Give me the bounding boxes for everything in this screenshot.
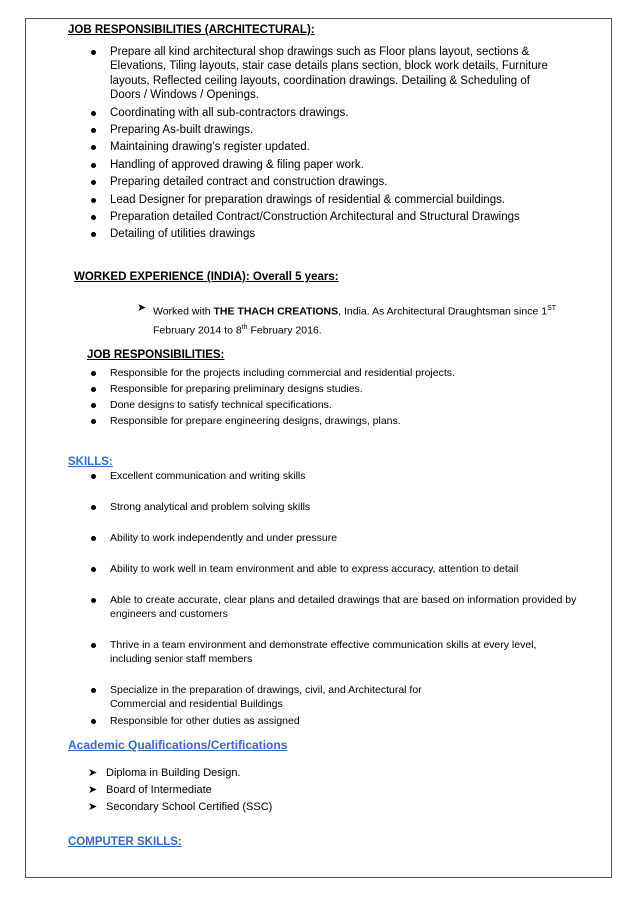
academic-item <box>88 800 488 814</box>
company-name: THE THACH CREATIONS <box>213 305 339 318</box>
list-item: Responsible for the projects including commercial and residential projects. <box>88 366 568 380</box>
worked-experience-heading: WORKED EXPERIENCE (INDIA): Overall 5 years: <box>74 271 339 283</box>
entry-text: , India. As Architectural Draughtsman since 1 <box>338 305 548 318</box>
skills-list <box>88 469 578 728</box>
list-item: Responsible for preparing preliminary designs studies. <box>88 382 568 396</box>
arrow-bullet-icon: ➤ <box>137 302 147 314</box>
list-item: Ability to work well in team environment and able to express accuracy, attention to detail <box>88 562 578 576</box>
arrow-bullet-icon: ➤ <box>88 767 98 779</box>
academic-item-label: Secondary School Certified (SSC) <box>106 801 273 813</box>
job-resp-arch-heading: JOB RESPONSIBILITIES (ARCHITECTURAL): <box>68 24 315 36</box>
academic-item <box>88 783 488 797</box>
list-item: Responsible for other duties as assigned <box>88 714 578 728</box>
academic-item-label: Diploma in Building Design. <box>106 767 241 779</box>
list-item: Lead Designer for preparation drawings of residential & commercial buildings. <box>88 193 558 207</box>
entry-prefix: Worked with <box>153 305 214 318</box>
list-item: Preparing As-built drawings. <box>88 123 558 137</box>
academic-item <box>88 766 488 780</box>
arrow-bullet-icon: ➤ <box>88 784 98 796</box>
computer-skills-heading: COMPUTER SKILLS: <box>68 836 182 848</box>
list-item: Done designs to satisfy technical specifications. <box>88 398 568 412</box>
entry-dates-end: February 2016. <box>247 324 322 336</box>
experience-entry <box>137 301 577 338</box>
job-resp-arch-list <box>88 45 558 242</box>
superscript: th <box>241 323 248 331</box>
skills-heading: SKILLS: <box>68 456 113 468</box>
list-item: Strong analytical and problem solving skills <box>88 500 578 514</box>
academic-item-label: Board of Intermediate <box>106 784 212 796</box>
superscript: ST <box>547 305 557 312</box>
list-item: Preparation detailed Contract/Construction Architectural and Structural Drawings <box>88 210 558 224</box>
list-item: Thrive in a team environment and demonstrate effective communication skills at every level, including senior staff members <box>88 638 578 666</box>
job-resp-list <box>88 366 568 428</box>
entry-dates: February 2014 to 8 <box>153 324 242 336</box>
academic-heading: Academic Qualifications/Certifications <box>68 738 288 752</box>
list-item: Coordinating with all sub-contractors drawings. <box>88 106 558 120</box>
list-item: Excellent communication and writing skills <box>88 469 578 483</box>
list-item: Able to create accurate, clear plans and detailed drawings that are based on information provided by engineers and customers <box>88 593 578 621</box>
list-item: Responsible for prepare engineering designs, drawings, plans. <box>88 414 568 428</box>
list-item: Handling of approved drawing & filing paper work. <box>88 158 558 172</box>
job-resp-heading: JOB RESPONSIBILITIES: <box>87 349 225 361</box>
arrow-bullet-icon: ➤ <box>88 801 98 813</box>
list-item: Specialize in the preparation of drawings, civil, and Architectural for Commercial and residential Buildings <box>88 683 465 711</box>
list-item: Ability to work independently and under pressure <box>88 531 578 545</box>
list-item: Detailing of utilities drawings <box>88 227 558 241</box>
list-item: Preparing detailed contract and construction drawings. <box>88 175 558 189</box>
list-item: Prepare all kind architectural shop drawings such as Floor plans layout, sections & Elevations, Tiling layouts, stair case details plans section, block work details, Furniture layouts, Reflected ceiling layouts, coordination drawings. Detailing & Scheduling of Doors / Windows / Openings. <box>88 45 558 103</box>
list-item: Maintaining drawing’s register updated. <box>88 140 558 154</box>
